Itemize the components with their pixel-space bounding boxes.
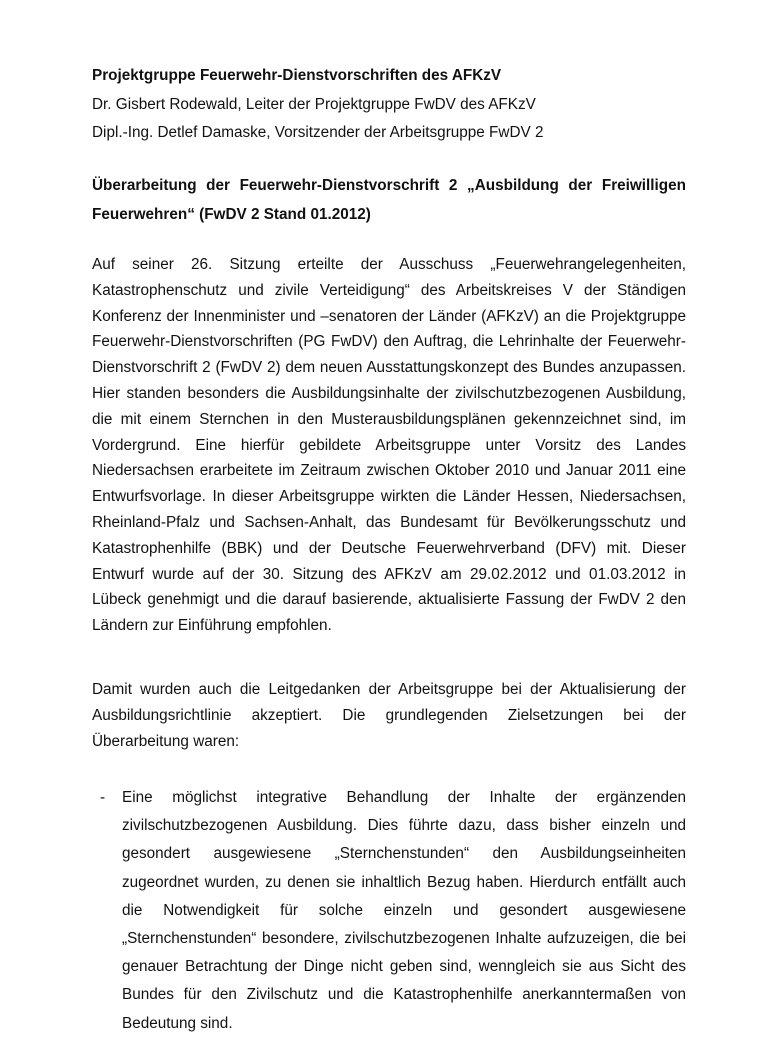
list-item [92,784,686,1038]
list-bullet: - [100,789,106,806]
header-author-1: Dr. Gisbert Rodewald, Leiter der Projektgruppe FwDV des AFKzV [92,95,536,113]
list-item-text: Eine möglichst integrative Behandlung der Inhalte der ergänzenden zivilschutzbezogenen Ausbildung. Dies führte dazu, dass bisher einzeln und gesondert ausgewiesene „Sternchenstunden“ den Ausbildungseinheiten zugeordnet wurden, zu denen sie inhaltlich Bezug haben. Hierdurch entfällt auch die Notwendigkeit für solche einzeln und gesondert ausgewiesene „Sternchenstunden“ besondere, zivilschutzbezogenen Inhalte aufzuzeigen, die bei genauer Betrachtung der Dinge nicht geben sind, wenngleich sie aus Sicht des Bundes für den Zivilschutz und die Katastrophenhilfe anerkanntermaßen von Bedeutung sind. [122,789,686,1032]
header-organization: Projektgruppe Feuerwehr-Dienstvorschriften des AFKzV [92,67,502,84]
document-title: Überarbeitung der Feuerwehr-Dienstvorschrift 2 „Ausbildung der Freiwilligen Feuerwehren“ (FwDV 2 Stand 01.2012) [92,177,686,223]
document-header [92,62,692,148]
header-author-2: Dipl.-Ing. Detlef Damaske, Vorsitzender der Arbeitsgruppe FwDV 2 [92,124,544,141]
body-paragraph-1: Auf seiner 26. Sitzung erteilte der Ausschuss „Feuerwehrangelegenheiten, Katastrophenschutz und zivile Verteidigung“ des Arbeitskreises V der Ständigen Konferenz der Innenminister und –senatoren der Länder (AFKzV) an die Projektgruppe Feuerwehr-Dienstvorschriften (PG FwDV) den Auftrag, die Lehrinhalte der Feuerwehr-Dienstvorschrift 2 (FwDV 2) dem neuen Ausstattungskonzept des Bundes anzupassen. Hier standen besonders die Ausbildungsinhalte der zivilschutzbezogenen Ausbildung, die mit einem Sternchen in den Musterausbildungsplänen gekennzeichnet sind, im Vordergrund. Eine hierfür gebildete Arbeitsgruppe unter Vorsitz des Landes Niedersachsen erarbeitete im Zeitraum zwischen Oktober 2010 und Januar 2011 eine Entwurfsvorlage. In dieser Arbeitsgruppe wirkten die Länder Hessen, Niedersachsen, Rheinland-Pfalz und Sachsen-Anhalt, das Bundesamt für Bevölkerungsschutz und Katastrophenhilfe (BBK) und der Deutsche Feuerwehrverband (DFV) mit. Dieser Entwurf wurde auf der 30. Sitzung des AFKzV am 29.02.2012 und 01.03.2012 in Lübeck genehmigt und die darauf basierende, aktualisierte Fassung der FwDV 2 den Ländern zur Einführung empfohlen. [92,256,686,635]
body-paragraph-2: Damit wurden auch die Leitgedanken der Arbeitsgruppe bei der Aktualisierung der Ausbildungsrichtlinie akzeptiert. Die grundlegenden Zielsetzungen bei der Überarbeitung waren: [92,681,686,750]
